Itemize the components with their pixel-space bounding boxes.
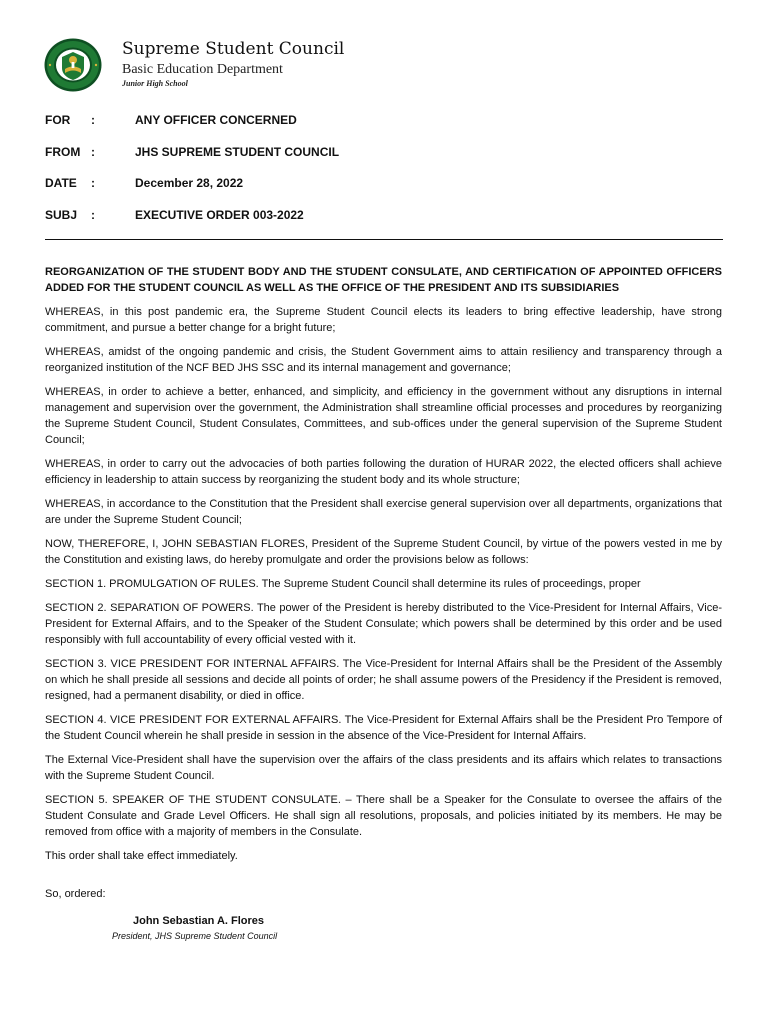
letterhead <box>44 38 724 94</box>
section-3-paragraph: SECTION 3. VICE PRESIDENT FOR INTERNAL AFFAIRS. The Vice-President for Internal Affairs shall be the President of the Assembly on which he shall preside all sessions and decide all points of order; he shall assume powers of the Presidency if the President is removed, resigned, had a permanent disability, or died in office. <box>45 658 722 702</box>
memo-divider <box>45 239 723 240</box>
effectivity-paragraph: This order shall take effect immediately. <box>45 850 238 862</box>
memo-key: DATE <box>45 176 77 190</box>
closing-line: So, ordered: <box>45 888 106 900</box>
whereas-paragraph: WHEREAS, in order to carry out the advocacies of both parties following the duration of HURAR 2022, the elected officers shall achieve efficiency in leadership to attain success by reorganizing the student body and its whole structure; <box>45 458 722 486</box>
section-4-continuation: The External Vice-President shall have the supervision over the affairs of the class presidents and its affairs which relates to transactions with the Supreme Student Council. <box>45 754 722 782</box>
section-4-paragraph: SECTION 4. VICE PRESIDENT FOR EXTERNAL AFFAIRS. The Vice-President for External Affairs shall be the President Pro Tempore of the Student Council wherein he shall preside in session in the absence of the Vice-President for Internal Affairs. <box>45 714 722 742</box>
order-body <box>45 264 722 943</box>
memo-key: SUBJ <box>45 207 78 222</box>
signature-block <box>45 886 722 943</box>
memo-value: JHS SUPREME STUDENT COUNCIL <box>135 144 340 159</box>
memo-key: FROM <box>45 144 81 159</box>
memo-value: ANY OFFICER CONCERNED <box>135 113 297 127</box>
memo-colon: : <box>91 113 95 127</box>
whereas-paragraph: WHEREAS, in accordance to the Constitution that the President shall exercise general supervision over all departments, organizations that are under the Supreme Student Council; <box>45 498 722 526</box>
section-5-paragraph: SECTION 5. SPEAKER OF THE STUDENT CONSULATE. – There shall be a Speaker for the Consulate to oversee the affairs of the Student Consulate and Grade Level Officers. He shall sign all resolutions, proposals, and policies initiated by its members. He may be removed from office with a majority of members in the Consulate. <box>45 794 722 838</box>
organization-title: Supreme Student Council <box>122 39 345 59</box>
memo-row-from <box>45 144 725 176</box>
memo-header <box>45 112 725 238</box>
memo-row-date <box>45 175 725 207</box>
memo-colon: : <box>91 176 95 190</box>
section-1-paragraph: SECTION 1. PROMULGATION OF RULES. The Supreme Student Council shall determine its rules of proceedings, proper <box>45 578 641 590</box>
whereas-paragraph: WHEREAS, in order to achieve a better, enhanced, and simplicity, and efficiency in the government without any disruptions in internal management and supervision over the government, the Administration shall streamline official processes and procedures by reorganizing the Supreme Student Council, Student Consulates, Committees, and sub-offices under the general supervision of the Supreme Student Council; <box>45 386 722 446</box>
organization-block <box>122 38 344 89</box>
order-heading: REORGANIZATION OF THE STUDENT BODY AND THE STUDENT CONSULATE, AND CERTIFICATION OF APPOINTED OFFICERS ADDED FOR THE STUDENT COUNCIL AS WELL AS THE OFFICE OF THE PRESIDENT AND ITS SUBSIDIARIES <box>45 266 722 294</box>
signer-position: President, JHS Supreme Student Council <box>112 931 278 941</box>
memo-key: FOR <box>45 113 71 127</box>
memo-value: EXECUTIVE ORDER 003-2022 <box>135 207 304 222</box>
subunit-name: Junior High School <box>122 79 188 88</box>
memo-row-for <box>45 112 725 144</box>
whereas-paragraph: WHEREAS, amidst of the ongoing pandemic and crisis, the Student Government aims to attain resiliency and transparency through a reorganized institution of the NCF BED JHS SSC and its internal management and governance; <box>45 346 722 374</box>
memo-row-subject <box>45 207 725 239</box>
section-2-paragraph: SECTION 2. SEPARATION OF POWERS. The power of the President is hereby distributed to the Vice-President for Internal Affairs, Vice-President for External Affairs, and to the Speaker of the Student Consulate; which powers shall be determined by this order and be used responsibly with full accountability of every official vested with it. <box>45 602 722 646</box>
memo-colon: : <box>91 144 95 159</box>
department-name: Basic Education Department <box>122 62 283 77</box>
whereas-paragraph: WHEREAS, in this post pandemic era, the Supreme Student Council elects its leaders to bring effective leadership, have strong commitment, and pursue a better change for a bright future; <box>45 306 722 334</box>
signer-name: John Sebastian A. Flores <box>133 915 265 927</box>
memo-value: December 28, 2022 <box>135 176 244 190</box>
now-therefore-paragraph: NOW, THEREFORE, I, JOHN SEBASTIAN FLORES, President of the Supreme Student Council, by virtue of the powers vested in me by the Constitution and existing laws, do hereby promulgate and order the provisions below as follows: <box>45 538 722 566</box>
council-seal-icon <box>44 38 102 92</box>
memo-colon: : <box>91 207 95 222</box>
